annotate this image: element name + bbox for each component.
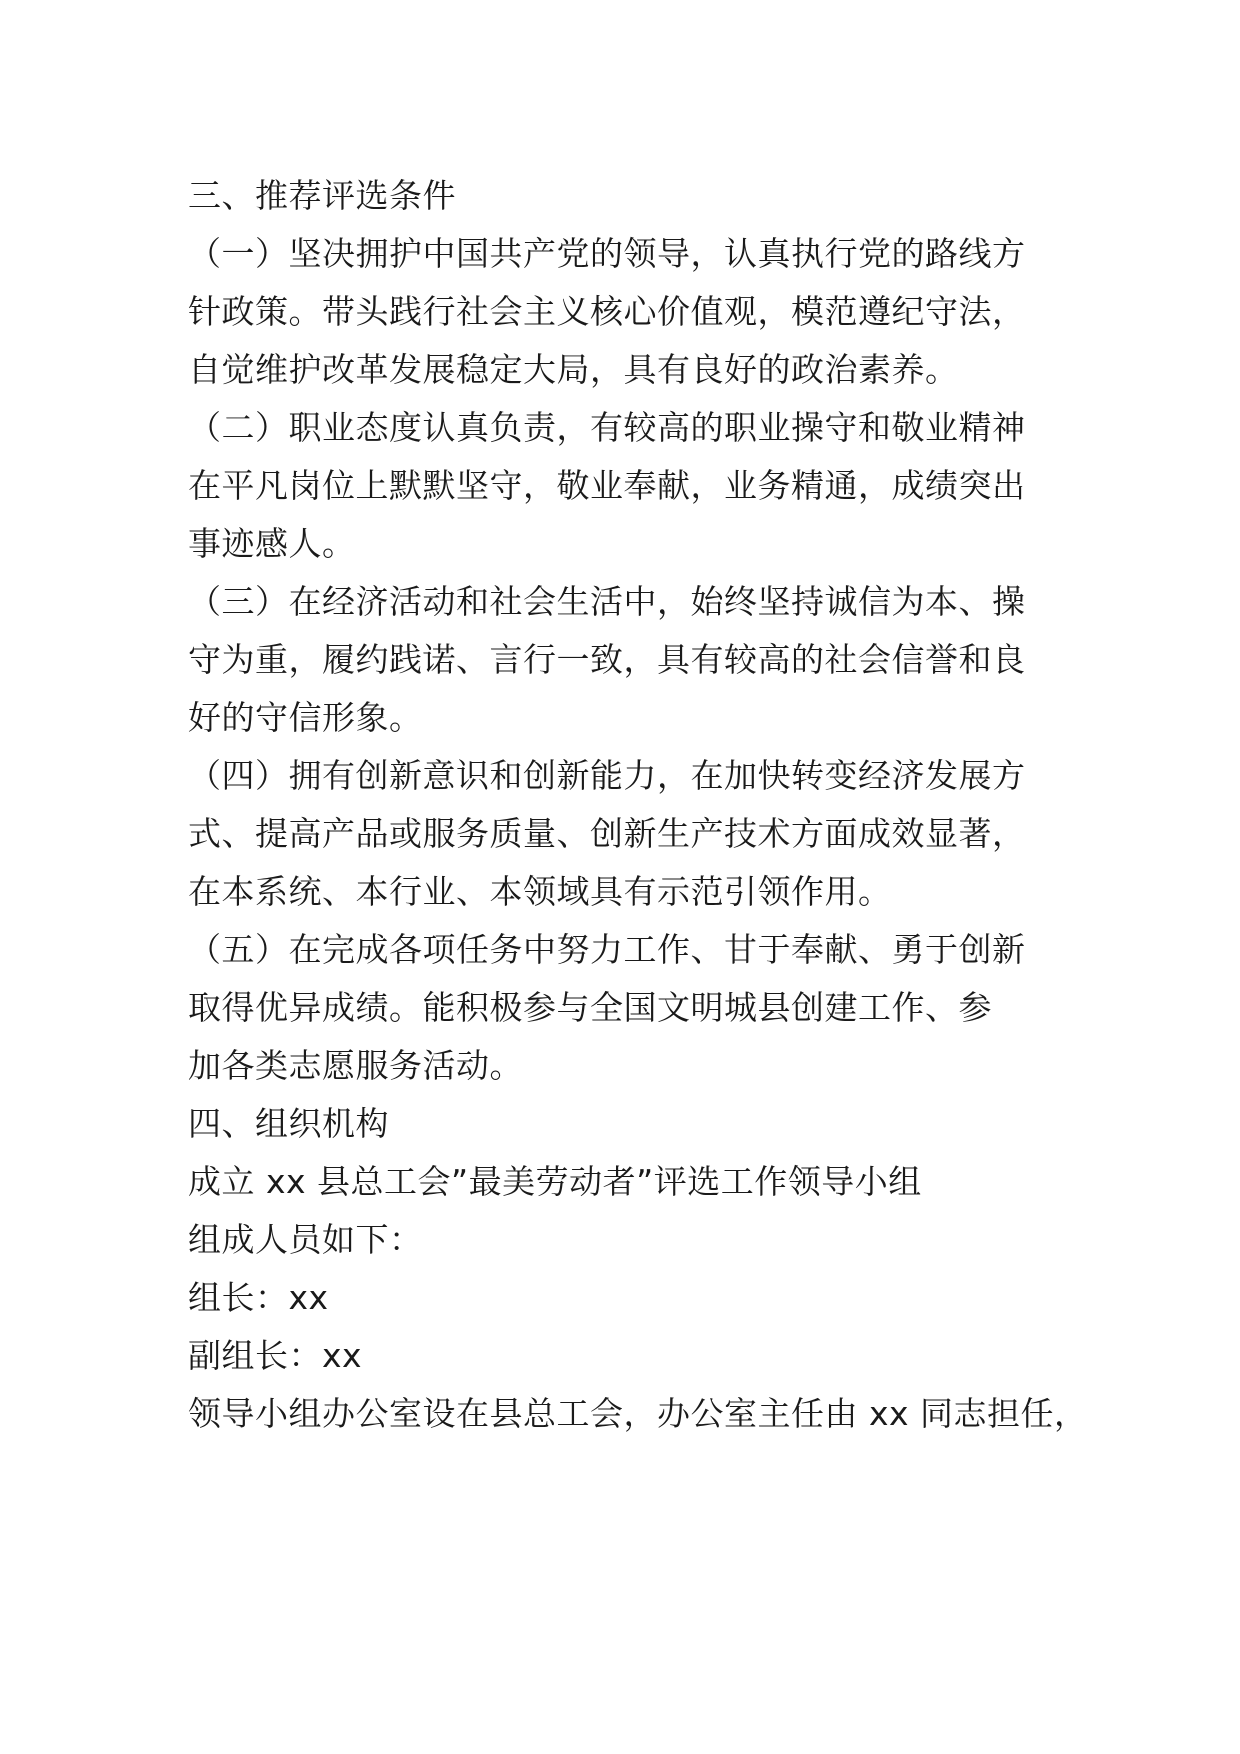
- paragraph-line: 针政策。带头践行社会主义核心价值观，模范遵纪守法，: [188, 292, 1026, 331]
- paragraph-line: （五）在完成各项任务中努力工作、甘于奉献、勇于创新: [188, 930, 1026, 969]
- paragraph-line: 加各类志愿服务活动。: [188, 1046, 523, 1085]
- paragraph-line: 领导小组办公室设在县总工会，办公室主任由 xx 同志担任，: [188, 1394, 1088, 1433]
- section-heading-4: 四、组织机构: [188, 1104, 389, 1143]
- paragraph-line: 组成人员如下：: [188, 1220, 423, 1259]
- paragraph-line: （一）坚决拥护中国共产党的领导，认真执行党的路线方: [188, 234, 1026, 273]
- paragraph-line: 事迹感人。: [188, 524, 356, 563]
- paragraph-line: 守为重，履约践诺、言行一致，具有较高的社会信誉和良: [188, 640, 1026, 679]
- paragraph-line: 在平凡岗位上默默坚守，敬业奉献，业务精通，成绩突出: [188, 466, 1026, 505]
- paragraph-line: 副组长：xx: [188, 1336, 363, 1375]
- paragraph-line: 成立 xx 县总工会”最美劳动者”评选工作领导小组: [188, 1162, 922, 1201]
- paragraph-line: 自觉维护改革发展稳定大局，具有良好的政治素养。: [188, 350, 959, 389]
- paragraph-line: 式、提高产品或服务质量、创新生产技术方面成效显著，: [188, 814, 1026, 853]
- paragraph-line: 取得优异成绩。能积极参与全国文明城县创建工作、参: [188, 988, 992, 1027]
- paragraph-line: 好的守信形象。: [188, 698, 423, 737]
- paragraph-line: 组长：xx: [188, 1278, 329, 1317]
- paragraph-line: （四）拥有创新意识和创新能力，在加快转变经济发展方: [188, 756, 1026, 795]
- section-heading-3: 三、推荐评选条件: [188, 176, 456, 215]
- paragraph-line: （三）在经济活动和社会生活中，始终坚持诚信为本、操: [188, 582, 1026, 621]
- paragraph-line: 在本系统、本行业、本领域具有示范引领作用。: [188, 872, 892, 911]
- paragraph-line: （二）职业态度认真负责，有较高的职业操守和敬业精神: [188, 408, 1026, 447]
